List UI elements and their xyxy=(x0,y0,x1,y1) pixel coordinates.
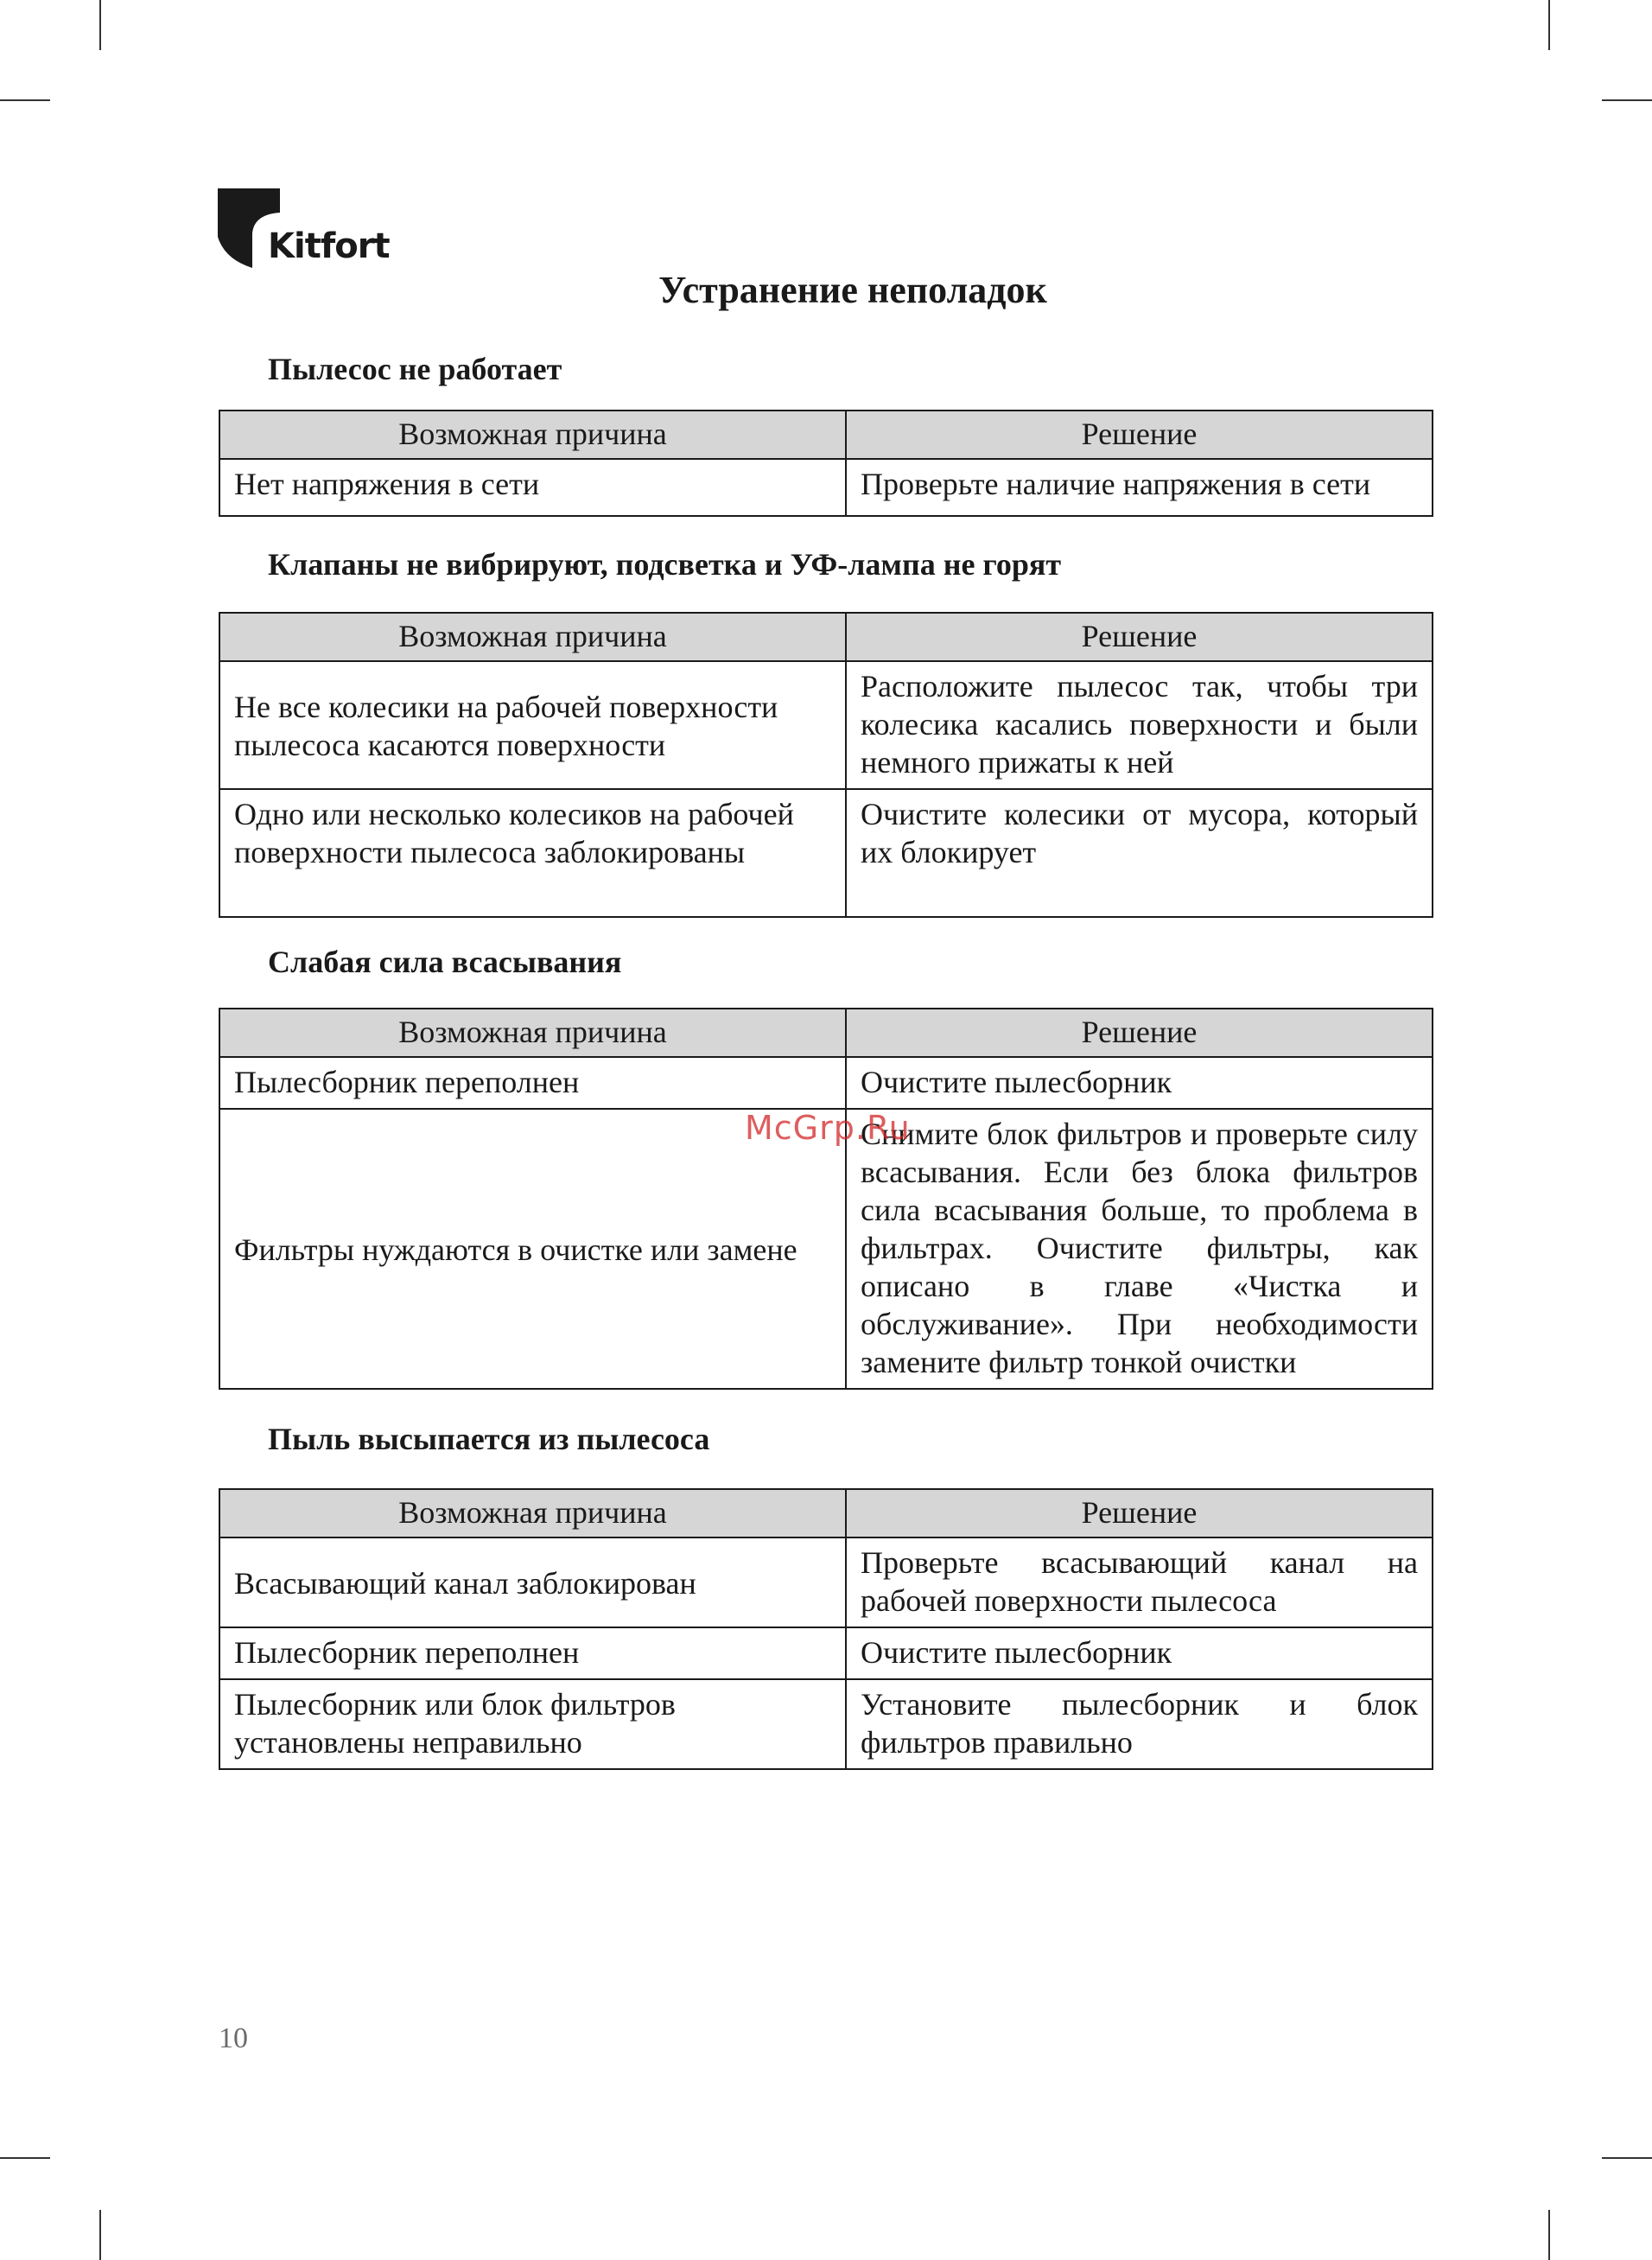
table-row xyxy=(219,1057,1433,1109)
table-header-row xyxy=(219,1489,1433,1537)
table-row xyxy=(219,1109,1433,1389)
solution-cell: Очистите пылесборник xyxy=(846,1057,1433,1109)
column-header-cause: Возможная причина xyxy=(219,1489,846,1537)
cause-cell: Одно или несколько колесиков на рабочей поверхности пылесоса заблокированы xyxy=(219,789,846,917)
section-heading: Слабая сила всасывания xyxy=(268,945,622,979)
column-header-solution: Решение xyxy=(846,1489,1433,1537)
crop-mark xyxy=(0,2157,50,2159)
solution-cell: Расположите пылесос так, чтобы три колесика касались поверхности и были немного прижаты к ней xyxy=(846,661,1433,789)
cause-cell: Фильтры нуждаются в очистке или замене xyxy=(219,1109,846,1389)
solution-cell: Установите пылесборник и блок фильтров правильно xyxy=(846,1679,1433,1769)
solution-cell: Очистите пылесборник xyxy=(846,1627,1433,1679)
page-title: Устранение неполадок xyxy=(658,269,1047,311)
column-header-cause: Возможная причина xyxy=(219,411,846,459)
table-row xyxy=(219,1537,1433,1627)
cause-cell: Всасывающий канал заблокирован xyxy=(219,1537,846,1627)
column-header-cause: Возможная причина xyxy=(219,1009,846,1057)
brand-name: Kitfort xyxy=(268,226,390,266)
cause-cell: Не все колесики на рабочей поверхности пылесоса касаются поверхности xyxy=(219,661,846,789)
cause-cell: Пылесборник переполнен xyxy=(219,1057,846,1109)
solution-cell: Проверьте всасывающий канал на рабочей поверхности пылесоса xyxy=(846,1537,1433,1627)
page-number: 10 xyxy=(219,2022,248,2054)
troubleshooting-table xyxy=(219,1008,1433,1390)
table-row xyxy=(219,459,1433,516)
table-header-row xyxy=(219,411,1433,459)
section-heading: Клапаны не вибрируют, подсветка и УФ-лампа не горят xyxy=(268,547,1062,582)
crop-mark xyxy=(1548,2210,1550,2260)
watermark: McGrp.Ru xyxy=(745,1109,911,1147)
troubleshooting-table xyxy=(219,410,1433,517)
table-header-row xyxy=(219,613,1433,661)
column-header-solution: Решение xyxy=(846,613,1433,661)
troubleshooting-table xyxy=(219,612,1433,918)
table-header-row xyxy=(219,1009,1433,1057)
crop-mark xyxy=(99,2210,101,2260)
crop-mark xyxy=(99,0,101,50)
section-heading: Пыль высыпается из пылесоса xyxy=(268,1422,710,1456)
solution-cell: Проверьте наличие напряжения в сети xyxy=(846,459,1433,516)
cause-cell: Пылесборник переполнен xyxy=(219,1627,846,1679)
section-heading: Пылесос не работает xyxy=(268,352,562,386)
table-row xyxy=(219,789,1433,917)
troubleshooting-table xyxy=(219,1488,1433,1770)
table-row xyxy=(219,661,1433,789)
cause-cell: Пылесборник или блок фильтров установлены неправильно xyxy=(219,1679,846,1769)
cause-cell: Нет напряжения в сети xyxy=(219,459,846,516)
column-header-solution: Решение xyxy=(846,411,1433,459)
crop-mark xyxy=(1548,0,1550,50)
solution-cell: Очистите колесики от мусора, который их блокирует xyxy=(846,789,1433,917)
crop-mark xyxy=(1602,99,1652,101)
table-row xyxy=(219,1679,1433,1769)
table-row xyxy=(219,1627,1433,1679)
crop-mark xyxy=(1602,2157,1652,2159)
column-header-cause: Возможная причина xyxy=(219,613,846,661)
solution-cell: Снимите блок фильтров и проверьте силу всасывания. Если без блока фильтров сила всасывания больше, то проблема в фильтрах. Очистите фильтры, как описано в главе «Чистка и обслуживание». При необходимости замените фильтр тонкой очистки xyxy=(846,1109,1433,1389)
column-header-solution: Решение xyxy=(846,1009,1433,1057)
crop-mark xyxy=(0,99,50,101)
